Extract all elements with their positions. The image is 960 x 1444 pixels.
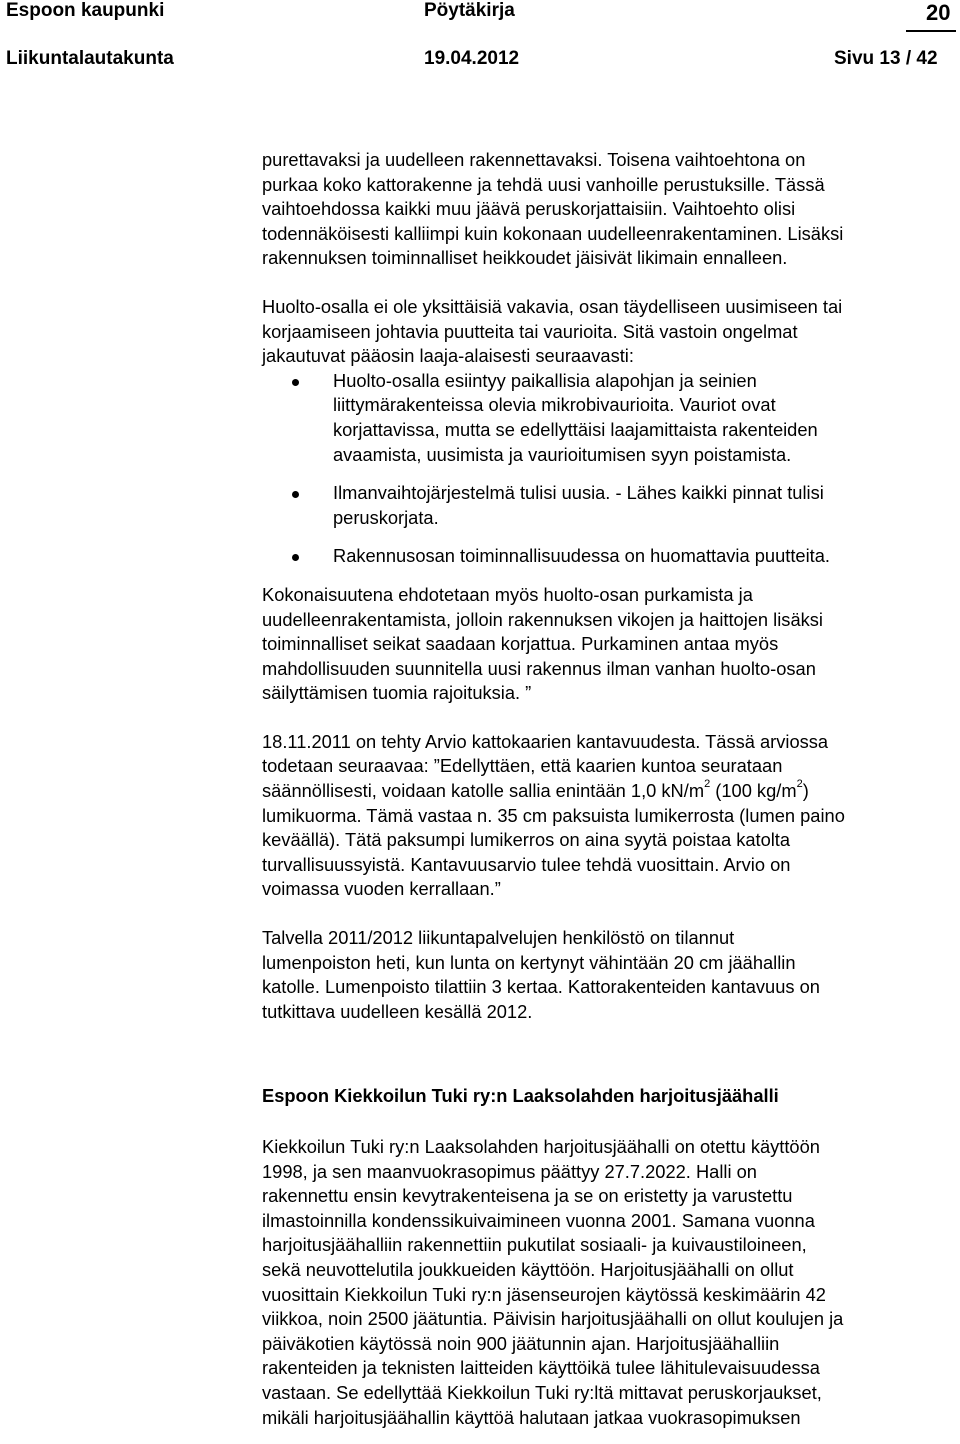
text-segment: säännöllisesti, voidaan katolle sallia enintään 1,0 kN/m (262, 780, 705, 802)
paragraph-1 (262, 148, 958, 271)
text-line: viikkoa, noin 2500 jäätuntia. Päivisin harjoitusjäähalli on ollut koulujen ja (262, 1308, 844, 1330)
paragraph-5 (262, 926, 958, 1024)
text-line: tutkittava uudelleen kesällä 2012. (262, 1000, 533, 1022)
list-spacer (262, 467, 958, 481)
text-line: ilmastoinnilla kondenssikuivaimineen vuonna 2001. Samana vuonna (262, 1209, 815, 1231)
bullet-icon (292, 379, 299, 386)
list-item (262, 369, 958, 467)
paragraph-6 (262, 1135, 958, 1430)
text-line: Huolto-osalla ei ole yksittäisiä vakavia, osan täydelliseen uusimiseen tai (262, 295, 843, 317)
text-line: vastaan. Se edellyttää Kiekkoilun Tuki ry:ltä mittavat peruskorjaukset, (262, 1381, 822, 1403)
text-line: turvallisuussyistä. Kantavuusarvio tulee tehdä vuosittain. Arvio on (262, 853, 791, 875)
text-line: korjattavissa, mutta se edellyttäisi laajamittaista rakenteiden (333, 418, 818, 440)
list-item (262, 544, 958, 569)
section-heading: Espoon Kiekkoilun Tuki ry:n Laaksolahden harjoitusjäähalli (262, 1085, 779, 1107)
meeting-date: 19.04.2012 (424, 48, 520, 69)
text-line: harjoitusjäähalliin rakennettiin pukutilat sosiaali- ja kuivaustiloineen, (262, 1234, 807, 1256)
text-segment: ) (802, 780, 809, 802)
page-header (0, 0, 960, 80)
organization-name: Espoon kaupunki (6, 0, 165, 21)
text-line: todennäköisesti kalliimpi kuin kokonaan uudelleenrakentaminen. Lisäksi (262, 222, 844, 244)
text-line: rakenteiden ja teknisten laitteiden käyttöikä tulee lähitulevaisuudessa (262, 1357, 820, 1379)
text-segment: (100 kg/m (710, 780, 797, 802)
text-line: korjaamiseen johtavia puutteita tai vaurioita. Sitä vastoin ongelmat (262, 320, 798, 342)
text-line: Talvella 2011/2012 liikuntapalvelujen henkilöstö on tilannut (262, 927, 735, 949)
text-line: lumikuorma. Tämä vastaa n. 35 cm paksuista lumikerrosta (lumen paino (262, 804, 845, 826)
text-line: purkaa koko kattorakenne ja tehdä uusi vanhoille perustuksille. Tässä (262, 173, 825, 195)
paragraph-2 (262, 295, 958, 369)
board-name: Liikuntalautakunta (6, 48, 174, 69)
superscript: 2 (796, 777, 803, 790)
paragraph-spacer (262, 271, 958, 295)
paragraph-spacer (262, 1109, 958, 1135)
text-line: vuosittain Kiekkoilun Tuki ry:n jäsenseurojen käytössä keskimäärin 42 (262, 1283, 826, 1305)
text-line: katolle. Lumenpoisto tilattiin 3 kertaa. Kattorakenteiden kantavuus on (262, 976, 820, 998)
text-line (262, 779, 958, 804)
bullet-icon (292, 554, 299, 561)
text-line: Ilmanvaihtojärjestelmä tulisi uusia. - Lähes kaikki pinnat tulisi (333, 482, 824, 504)
text-line: voimassa vuoden kerrallaan.” (262, 878, 501, 900)
text-line: vaihtoehdossa kaikki muu jäävä peruskorjattaisiin. Vaihtoehto olisi (262, 198, 796, 220)
text-line: liittymärakenteissa olevia mikrobivaurioita. Vauriot ovat (333, 394, 776, 416)
text-line: mikäli harjoitusjäähallin käyttöä halutaan jatkaa vuokrasopimuksen (262, 1406, 801, 1428)
document-type: Pöytäkirja (424, 0, 515, 21)
text-line: rakennuksen toiminnalliset heikkoudet jäisivät likimain ennalleen. (262, 247, 788, 269)
text-line: toiminnalliset seikat saadaan korjattua. Purkaminen antaa myös (262, 633, 779, 655)
text-line: lumenpoiston heti, kun lunta on kertynyt vähintään 20 cm jäähallin (262, 951, 796, 973)
list-item (262, 481, 958, 530)
text-line: päiväkotien käytössä noin 900 jäätunnin ajan. Harjoitusjäähalliin (262, 1332, 780, 1354)
text-line: uudelleenrakentamista, jolloin rakennuksen vikojen ja haittojen lisäksi (262, 608, 823, 630)
document-body (262, 148, 958, 1430)
paragraph-spacer (262, 902, 958, 926)
text-line: jakautuvat pääosin laaja-alaisesti seuraavasti: (262, 345, 634, 367)
superscript: 2 (704, 777, 711, 790)
text-line: peruskorjata. (333, 506, 439, 528)
text-line: Kokonaisuutena ehdotetaan myös huolto-osan purkamista ja (262, 583, 753, 605)
text-line: rakennettu ensin kevytrakenteisena ja se on eristetty ja varustettu (262, 1185, 793, 1207)
text-line: mahdollisuuden suunnitella uusi rakennus ilman vanhan huolto-osan (262, 657, 816, 679)
text-line: avaamista, uusimista ja vaurioitumisen syyn poistamista. (333, 443, 792, 465)
text-line: todetaan seuraavaa: ”Edellyttäen, että kaarien kuntoa seurataan (262, 755, 783, 777)
bullet-icon (292, 491, 299, 498)
text-line: Rakennusosan toiminnallisuudessa on huomattavia puutteita. (333, 545, 830, 567)
paragraph-spacer (262, 569, 958, 583)
text-line: 1998, ja sen maanvuokrasopimus päättyy 27.7.2022. Halli on (262, 1160, 757, 1182)
text-line: purettavaksi ja uudelleen rakennettavaksi. Toisena vaihtoehtona on (262, 149, 806, 170)
section-spacer (262, 1024, 958, 1084)
paragraph-4 (262, 730, 958, 902)
text-line: Kiekkoilun Tuki ry:n Laaksolahden harjoitusjäähalli on otettu käyttöön (262, 1136, 820, 1157)
text-line: sekä neuvottelutila joukkueiden käyttöön. Harjoitusjäähalli on ollut (262, 1258, 794, 1280)
text-line: 18.11.2011 on tehty Arvio kattokaarien kantavuudesta. Tässä arviossa (262, 730, 829, 752)
section-number: 20 (926, 0, 951, 25)
text-line: säilyttämisen tuomia rajoituksia. ” (262, 682, 532, 704)
text-line: Huolto-osalla esiintyy paikallisia alapohjan ja seinien (333, 369, 757, 391)
paragraph-spacer (262, 706, 958, 730)
bullet-list (262, 369, 958, 569)
paragraph-3 (262, 583, 958, 706)
section-number-underline (906, 30, 956, 32)
list-spacer (262, 530, 958, 544)
text-line: keväällä). Tätä paksumpi lumikerros on aina syytä poistaa katolta (262, 829, 791, 851)
page-number: Sivu 13 / 42 (834, 48, 938, 69)
